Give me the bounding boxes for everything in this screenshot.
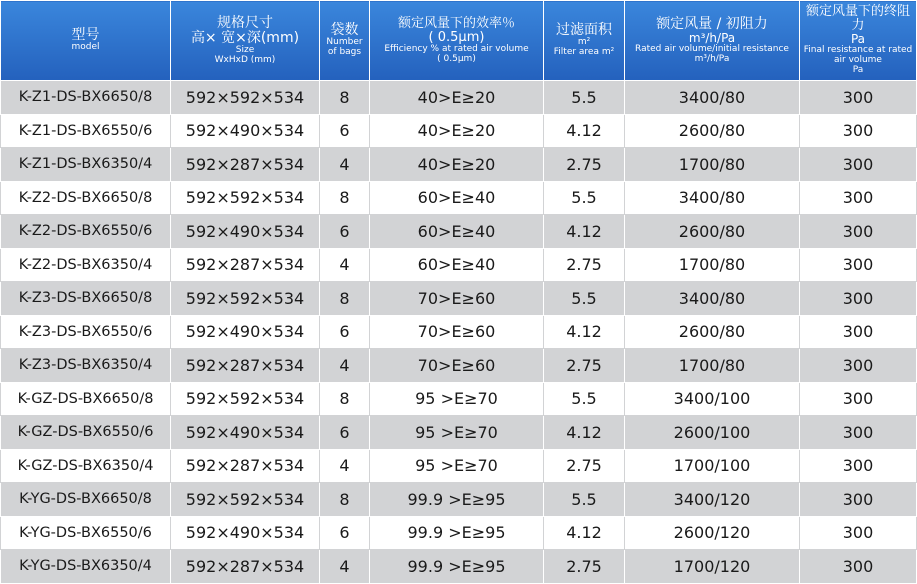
area-cell: 4.12	[544, 114, 625, 148]
final-resistance-cell: 300	[800, 349, 917, 383]
area-cell: 2.75	[544, 148, 625, 182]
efficiency-cell: 99.9 >E≥95	[370, 550, 544, 584]
efficiency-cell: 70>E≥60	[370, 282, 544, 316]
size-cell: 592×287×534	[171, 248, 320, 282]
header-efficiency	[370, 1, 544, 81]
header-area-en: Filter area m²	[553, 47, 615, 58]
size-cell: 592×490×534	[171, 114, 320, 148]
model-cell: K-Z1-DS-BX6550/6	[1, 114, 171, 148]
model-cell: K-Z2-DS-BX6550/6	[1, 215, 171, 249]
model-cell: K-Z3-DS-BX6350/4	[1, 349, 171, 383]
final-resistance-cell: 300	[800, 81, 917, 115]
bags-cell: 6	[320, 215, 370, 249]
table-row	[1, 449, 917, 483]
bags-cell: 8	[320, 483, 370, 517]
final-resistance-cell: 300	[800, 114, 917, 148]
table-row	[1, 282, 917, 316]
size-cell: 592×287×534	[171, 550, 320, 584]
model-cell: K-Z3-DS-BX6550/6	[1, 315, 171, 349]
area-cell: 2.75	[544, 349, 625, 383]
efficiency-cell: 40>E≥20	[370, 148, 544, 182]
header-final-en1: Final resistance at rated	[803, 45, 913, 56]
airflow-cell: 3400/80	[625, 81, 800, 115]
header-airflow-unit: m³/h/Pa	[688, 30, 736, 45]
airflow-cell: 1700/80	[625, 148, 800, 182]
airflow-cell: 1700/120	[625, 550, 800, 584]
table-row	[1, 483, 917, 517]
bags-cell: 6	[320, 416, 370, 450]
airflow-cell: 3400/80	[625, 282, 800, 316]
header-model-zh: 型号	[71, 27, 100, 44]
final-resistance-cell: 300	[800, 483, 917, 517]
area-cell: 2.75	[544, 550, 625, 584]
header-size	[171, 1, 320, 81]
bags-cell: 4	[320, 349, 370, 383]
area-cell: 2.75	[544, 449, 625, 483]
bags-cell: 8	[320, 282, 370, 316]
table-row	[1, 516, 917, 550]
header-size-zh2: 高× 宽×深(mm)	[190, 29, 300, 46]
table-row	[1, 81, 917, 115]
size-cell: 592×287×534	[171, 349, 320, 383]
header-bags-zh: 袋数	[330, 22, 359, 39]
header-efficiency-en2: ( 0.5μm)	[437, 53, 476, 64]
area-cell: 5.5	[544, 282, 625, 316]
efficiency-cell: 95 >E≥70	[370, 449, 544, 483]
header-area-zh: 过滤面积	[556, 22, 612, 39]
bags-cell: 4	[320, 248, 370, 282]
model-cell: K-YG-DS-BX6650/8	[1, 483, 171, 517]
efficiency-cell: 99.9 >E≥95	[370, 516, 544, 550]
table-row	[1, 382, 917, 416]
final-resistance-cell: 300	[800, 382, 917, 416]
size-cell: 592×490×534	[171, 516, 320, 550]
final-resistance-cell: 300	[800, 181, 917, 215]
model-cell: K-YG-DS-BX6350/4	[1, 550, 171, 584]
header-final-en2: air volume	[834, 55, 882, 66]
header-model-en: model	[71, 42, 100, 53]
airflow-cell: 1700/80	[625, 349, 800, 383]
airflow-cell: 1700/100	[625, 449, 800, 483]
header-final	[800, 1, 917, 81]
header-airflow	[625, 1, 800, 81]
header-final-zh: 额定风量下的终阻力	[805, 4, 910, 34]
efficiency-cell: 40>E≥20	[370, 114, 544, 148]
airflow-cell: 2600/120	[625, 516, 800, 550]
size-cell: 592×287×534	[171, 449, 320, 483]
area-cell: 5.5	[544, 382, 625, 416]
table-body	[1, 81, 917, 584]
header-bags-en2: of bags	[327, 47, 362, 58]
header-size-en2: WxHxD (mm)	[214, 54, 276, 65]
efficiency-cell: 95 >E≥70	[370, 382, 544, 416]
efficiency-cell: 70>E≥60	[370, 349, 544, 383]
header-efficiency-en1: Efficiency % at rated air volume	[384, 43, 529, 54]
header-airflow-zh: 额定风量 / 初阻力	[656, 15, 768, 32]
header-final-en3: Pa	[852, 64, 864, 75]
size-cell: 592×592×534	[171, 81, 320, 115]
airflow-cell: 2600/80	[625, 215, 800, 249]
table-row	[1, 349, 917, 383]
header-efficiency-zh: 额定风量下的效率％	[397, 15, 515, 31]
area-cell: 4.12	[544, 416, 625, 450]
area-cell: 5.5	[544, 81, 625, 115]
model-cell: K-GZ-DS-BX6350/4	[1, 449, 171, 483]
final-resistance-cell: 300	[800, 315, 917, 349]
model-cell: K-Z2-DS-BX6350/4	[1, 248, 171, 282]
bags-cell: 6	[320, 315, 370, 349]
efficiency-cell: 60>E≥40	[370, 181, 544, 215]
header-bags	[320, 1, 370, 81]
header-bags-en1: Number	[326, 37, 363, 48]
efficiency-cell: 70>E≥60	[370, 315, 544, 349]
size-cell: 592×287×534	[171, 148, 320, 182]
final-resistance-cell: 300	[800, 215, 917, 249]
size-cell: 592×592×534	[171, 282, 320, 316]
header-size-en1: Size	[235, 44, 255, 55]
bags-cell: 8	[320, 181, 370, 215]
bags-cell: 4	[320, 148, 370, 182]
final-resistance-cell: 300	[800, 248, 917, 282]
header-model	[1, 1, 171, 81]
header-row	[1, 1, 917, 81]
bags-cell: 6	[320, 516, 370, 550]
airflow-cell: 3400/80	[625, 181, 800, 215]
final-resistance-cell: 300	[800, 282, 917, 316]
model-cell: K-Z3-DS-BX6650/8	[1, 282, 171, 316]
bags-cell: 4	[320, 449, 370, 483]
bags-cell: 4	[320, 550, 370, 584]
airflow-cell: 3400/100	[625, 382, 800, 416]
final-resistance-cell: 300	[800, 416, 917, 450]
model-cell: K-Z1-DS-BX6350/4	[1, 148, 171, 182]
table-row	[1, 114, 917, 148]
area-cell: 5.5	[544, 181, 625, 215]
final-resistance-cell: 300	[800, 148, 917, 182]
airflow-cell: 2600/100	[625, 416, 800, 450]
area-cell: 2.75	[544, 248, 625, 282]
efficiency-cell: 40>E≥20	[370, 81, 544, 115]
bags-cell: 6	[320, 114, 370, 148]
airflow-cell: 1700/80	[625, 248, 800, 282]
area-cell: 5.5	[544, 483, 625, 517]
efficiency-cell: 60>E≥40	[370, 215, 544, 249]
header-final-unit: Pa	[850, 32, 866, 47]
bags-cell: 8	[320, 81, 370, 115]
model-cell: K-YG-DS-BX6550/6	[1, 516, 171, 550]
size-cell: 592×592×534	[171, 382, 320, 416]
final-resistance-cell: 300	[800, 449, 917, 483]
header-area-unit: m²	[577, 37, 591, 48]
size-cell: 592×490×534	[171, 315, 320, 349]
table-row	[1, 315, 917, 349]
airflow-cell: 2600/80	[625, 114, 800, 148]
bags-cell: 8	[320, 382, 370, 416]
area-cell: 4.12	[544, 315, 625, 349]
header-airflow-en1: Rated air volume/initial resistance	[635, 43, 789, 54]
model-cell: K-Z1-DS-BX6650/8	[1, 81, 171, 115]
header-airflow-en2: m³/h/Pa	[694, 53, 730, 64]
final-resistance-cell: 300	[800, 516, 917, 550]
model-cell: K-GZ-DS-BX6550/6	[1, 416, 171, 450]
efficiency-cell: 60>E≥40	[370, 248, 544, 282]
efficiency-cell: 95 >E≥70	[370, 416, 544, 450]
table-row	[1, 550, 917, 584]
header-efficiency-zh2: ( 0.5μm)	[428, 29, 485, 45]
table-row	[1, 215, 917, 249]
efficiency-cell: 99.9 >E≥95	[370, 483, 544, 517]
size-cell: 592×592×534	[171, 181, 320, 215]
size-cell: 592×490×534	[171, 215, 320, 249]
area-cell: 4.12	[544, 215, 625, 249]
table-row	[1, 416, 917, 450]
model-cell: K-Z2-DS-BX6650/8	[1, 181, 171, 215]
size-cell: 592×592×534	[171, 483, 320, 517]
table-row	[1, 148, 917, 182]
table-row	[1, 181, 917, 215]
model-cell: K-GZ-DS-BX6650/8	[1, 382, 171, 416]
header-size-zh: 规格尺寸	[217, 14, 273, 31]
airflow-cell: 3400/120	[625, 483, 800, 517]
area-cell: 4.12	[544, 516, 625, 550]
table-row	[1, 248, 917, 282]
airflow-cell: 2600/80	[625, 315, 800, 349]
final-resistance-cell: 300	[800, 550, 917, 584]
size-cell: 592×490×534	[171, 416, 320, 450]
header-area	[544, 1, 625, 81]
